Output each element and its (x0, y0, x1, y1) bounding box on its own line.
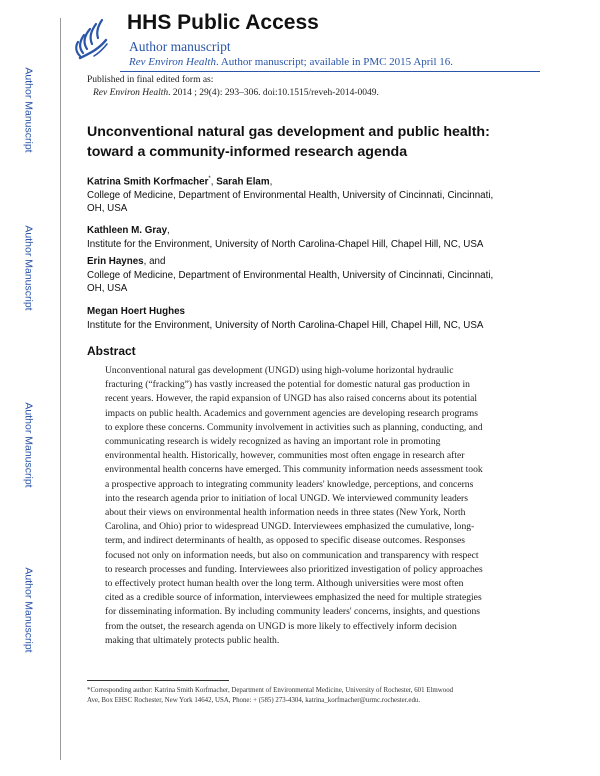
abstract-line: focused not only on information needs, but also on communication and transparency with respect (105, 549, 479, 561)
abstract-line: a prospective approach to integrating community leaders' knowledge, perceptions, and concerns (105, 478, 474, 490)
author-affiliation: OH, USA (87, 203, 128, 215)
abstract-line: Carolina, and Ohio) prior to widespread UNGD. Interviewees emphasized the cumulative, long- (105, 521, 475, 533)
abstract-line: communicating research is widely recognized as having an important role in promoting (105, 436, 441, 448)
abstract-line: environmental health concerns have emerged. This community information needs assessment took (105, 464, 483, 476)
header-title: HHS Public Access (127, 11, 319, 34)
abstract-line: to research processes and funding. Interviewees also prioritized investigation of policy approaches (105, 563, 483, 575)
paper-title: Unconventional natural gas development and public health: toward a community-informed research agenda (87, 124, 490, 160)
abstract-line: Unconventional natural gas development (UNGD) using high-volume horizontal hydraulic (105, 365, 454, 376)
abstract-line: cited as a credible source of information, interviewees emphasized the need for multiple strategies (105, 592, 482, 604)
author-block-2: Kathleen M. Gray, Institute for the Environment, University of North Carolina-Chapel Hill, Chapel Hill, NC, USA (87, 224, 537, 251)
author-name: Katrina Smith Korfmacher (87, 176, 209, 188)
author-name: Megan Hoert Hughes (87, 306, 185, 317)
author-block-4 (87, 305, 537, 332)
abstract-body (105, 364, 523, 648)
author-block-3: Erin Haynes, and College of Medicine, Department of Environmental Health, University of Cincinnati, Cincinnati, OH, USA (87, 255, 537, 296)
author-affiliation: Institute for the Environment, University of North Carolina-Chapel Hill, Chapel Hill, NC, USA (87, 238, 484, 250)
published-line: Published in final edited form as: (87, 75, 214, 85)
abstract-line: making that ultimately protects public health. (105, 634, 280, 646)
side-divider (60, 18, 61, 760)
abstract-line: into the research agenda prior to initiation of local UNGD. We interviewed community leaders (105, 492, 468, 504)
header-divider (120, 71, 540, 72)
corresponding-mark: * (208, 176, 211, 182)
author-affiliation: Institute for the Environment, University of North Carolina-Chapel Hill, Chapel Hill, NC, USA (87, 319, 484, 331)
header-journal-name: Rev Environ Health (129, 56, 216, 68)
author-name: Erin Haynes (87, 256, 144, 267)
abstract-line: to explore these concerns. Community involvement in activities such as planning, conducting, and (105, 421, 483, 433)
citation-journal: Rev Environ Health (93, 88, 169, 98)
abstract-line: impacts on public health. Academics and government agencies are developing research programs (105, 407, 478, 419)
abstract-line: from the outset, the research agenda on UNGD is more likely to effectively inform decision (105, 620, 457, 632)
author-name: Kathleen M. Gray (87, 225, 168, 236)
header-subtitle: Author manuscript (129, 39, 231, 54)
header-journal-availability: . Author manuscript; available in PMC 2015 April 16. (215, 56, 454, 68)
abstract-line: term, and indirect determinants of health, as opposed to specific disease outcomes. Responses (105, 535, 465, 547)
side-label-4: Author Manuscript (23, 567, 35, 653)
corresponding-author-footnote (87, 686, 527, 706)
footnote-line: *Corresponding author: Katrina Smith Korfmacher, Department of Environmental Medicine, University of Rochester, 601 Elmwood (87, 687, 454, 694)
abstract-line: for disseminating information. By including community leaders' concerns, insights, and questions (105, 606, 481, 618)
side-label-3: Author Manuscript (23, 402, 35, 488)
citation-details: . 2014 ; 29(4): 293–306. doi:10.1515/reveh-2014-0049. (168, 88, 379, 98)
footnote-divider (87, 680, 229, 681)
author-affiliation: OH, USA (87, 283, 128, 294)
side-label-1: Author Manuscript (23, 67, 35, 153)
abstract-heading: Abstract (87, 344, 136, 358)
side-label-2: Author Manuscript (23, 225, 35, 311)
abstract-line: recent years. However, the rapid expansion of UNGD has also raised concerns about its potential (105, 393, 478, 405)
abstract-line: to effectively protect human health over the long term. Although universities were most often (105, 578, 464, 590)
hhs-eagle-logo-icon (72, 16, 112, 64)
abstract-line: environmental health. Historically, however, communities most often engage in research after (105, 450, 465, 462)
citation-line (93, 88, 379, 98)
author-affiliation: College of Medicine, Department of Environmental Health, University of Cincinnati, Cincinnati, (87, 189, 494, 201)
abstract-line: about their views on environmental health information needs in three states (New York, North (105, 507, 466, 519)
author-affiliation: College of Medicine, Department of Environmental Health, University of Cincinnati, Cincinnati, (87, 269, 494, 281)
author-block-1: Katrina Smith Korfmacher*, Sarah Elam, College of Medicine, Department of Environmental Health, University of Cincinnati, Cincinnati, OH, USA (87, 173, 537, 216)
footnote-line: Ave, Box EHSC Rochester, New York 14642, USA, Phone: + (585) 273-4304, katrina_korfmacher@urmc.rochester.edu. (87, 697, 421, 704)
author-name: Sarah Elam (216, 176, 270, 188)
header-journal-line (129, 56, 453, 68)
abstract-line: fracturing (“fracking”) has vastly increased the potential for domestic natural gas production in (105, 379, 470, 391)
